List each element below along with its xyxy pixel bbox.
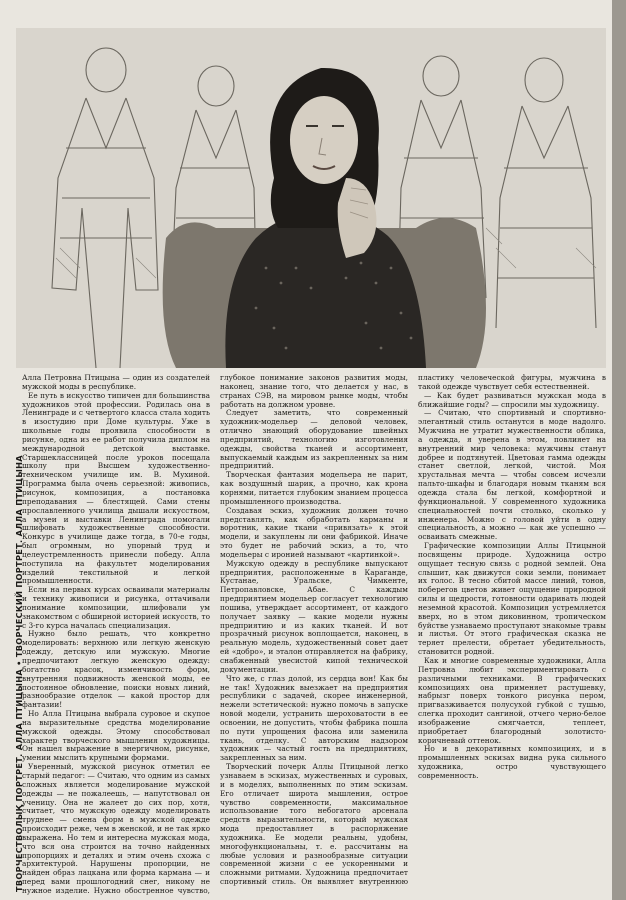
article-paragraph: Создавая эскиз, художник должен точно представлять, как обработать карманы и воротник, какие ткани «привязать» к этой модели, и закуплены ли они фабрикой. Иначе это будет не рабочий эскиз, а то, что модельеры с иронией называют «картинкой».	[220, 505, 408, 559]
article-paragraph: Мужскую одежду в республике выпускают предприятия, расположенные в Караганде, Кустанае, Уральске, Чимкенте, Петропавловске, Абае. С каждым предприятием модельер согласует технологию пошива, утверждает ассортимент, от каждого получает заявку — какие модели нужны предприятию и из каких тканей. И вот прозрачный рисунок воплощается, наконец, в реальную модель, художественный совет дает ей «добро», и эталон отправляется на фабрику, снабженный увесистой кипой технической документации.	[220, 558, 408, 674]
article-paragraph: Но и в декоративных композициях, и в промышленных эскизах видна рука сильного художника, остро чувствующего современность.	[418, 744, 606, 780]
article-paragraph: Если на первых курсах осваивали материалы и технику живописи и рисунка, оттачивали понимание композиции, шлифовали ум знакомством с обширной историей искусств, то с 3-го курса началась специализация.	[22, 585, 210, 630]
article-paragraph: — Как будет развиваться мужская мода в ближайшие годы? — спросили мы художницу.	[418, 390, 606, 409]
article-paragraph: Алла Петровна Птицына — один из создателей мужской моды в республике.	[22, 373, 210, 391]
article-paragraph: Творческий почерк Аллы Птицыной легко узнаваем в эскизах, мужественных и суровых, и в моделях, выполненных по этим эскизам. Его отличает широта мышления, острое чувство современности, максимальное использование того небогатого арсенала средств выразительности, который мужская мода предоставляет в распоряжение художника. Ее модели реальны, удобны, многофункциональны, т. е. рассчитаны на любые условия и разнообразные ситуации современной жизни с ее ускоренными и сложными ритмами. Художница предпочитает спортивный стиль. Он выявляет внутреннюю пластику человеческой фигуры, мужчина в такой одежде чувствует себя естественней.	[220, 373, 606, 887]
article-paragraph: Уверенный, мужской рисунок отметил ее старый педагог: — Считаю, что одним из самых сложных является моделирование мужской одежды — не пожалеешь, — напутствовал он ученицу. Она не жалеет до сих пор, хотя, считает, что мужскую одежду моделировать труднее — смена форм в мужской одежде происходит реже, чем в женской, и не так ярко выражена. Но тем и интересна мужская мода, что вся она строится на точно найденных пропорциях и деталях и этим очень схожа с архитектурой. Нарушены пропорции, не найден образ лацкана или форма кармана — и перед вами прошлогодний снег, никому не нужное изделие. Нужно обостренное чувство, глубокое понимание законов развития моды, наконец, знание того, что делается у нас, в странах СЭВ, на мировом рынке моды, чтобы работать на должном уровне.	[22, 373, 408, 895]
article-paragraph: Ее путь в искусство типичен для большинства художников этой профессии. Родилась она в Ленинграде и с четвертого класса стала ходить в изостудию при Доме культуры. Уже в школьные годы проявила способности в рисунке, одна из ее работ получила диплом на международной детской выставке. Старшеклассницей после уроков посещала школу при Высшем художественно-техническом училище им. В. Мухиной. Программа была очень серьезной: живопись, рисунок, композиция, а постановка преподавания — блестящей. Сами стены прославленного училища дышали искусством, а музеи и выставки Ленинграда помогали шлифовать художественные способности. Конкурс в училище даже тогда, в 70-е годы, был огромным, но упорный труд и целеустремленность принесли победу. Алла поступила на факультет моделирования изделий текстильной и легкой промышленности.	[22, 390, 210, 586]
article-paragraph: — Считаю, что спортивный и спортивно-элегантный стиль останутся в моде надолго. Мужчина не утратит мужественности облика, а одежда, я уверена в этом, повлияет на внутренний мир человека: мужчины станут добрее и подтянутей. Цветовая гамма одежды станет светлой, легкой, чистой. Моя хрустальная мечта — чтобы совсем исчезли пальто-шкафы и благодаря новым тканям вся одежда стала бы легкой, комфортной и функциональной. У современного художника специальностей почти столько, сколько у инженера. Можно с головой уйти в одну специальность, а можно — как же успешно — осваивать смежные.	[418, 408, 606, 542]
article-paragraph: Нужно было решать, что конкретно моделировать: верхнюю или легкую женскую одежду, детскую или мужскую. Многие предпочитают легкую женскую одежду: богатство красок, изменчивость форм, внутренняя подвижность женской моды, ее постоянное обновление, поиски новых линий, разнообразие отделок — какой простор для фантазии!	[22, 629, 210, 710]
side-caption	[0, 30, 24, 892]
portrait-photo	[16, 28, 606, 368]
article-paragraph: Как и многие современные художники, Алла Петровна любит экспериментировать с различными техниками. В графических композициях она применяет растушевку, набрызг поверх тонкого рисунка пером, пригвазживается полусухой губкой с тушью, слегка проходит сангиной, отчего черно-белое изображение смягчается, теплеет, приобретает благородный золотисто-коричневый оттенок.	[418, 656, 606, 745]
article-paragraph: Следует заметить, что современный художник-модельер — деловой человек, отлично знающий оборудование швейных предприятий, технологию изготовления одежды, свойства тканей и ассортимент, выпускаемый каждым из закрепленных за ним предприятий.	[220, 408, 408, 471]
article-text	[22, 374, 606, 896]
article-paragraph: Графические композиции Аллы Птицыной посвящены природе. Художница остро ощущает тесную связь с родной землей. Она слышит, как движутся соки земли, понимает их голос. В тесно сбитой массе линий, тонов, поберегов цветов живет ощущение природной силы и щедрости, готовности одаривать людей неземной красотой. Композиция устремляется вверх, но в этом диковинном, тропическом буйстве узнаваемо проступают знакомые травы и листья. От этого графическая сказка не теряет прелести, обретает убедительность, становится родной.	[418, 541, 606, 657]
article-paragraph: Но Алла Птицына выбрала суровое и скупое на выразительные средства моделирование мужской одежды. Этому способствовал характер творческого мышления художницы. Он нашел выражение в энергичном, рисунке, умении мыслить крупными формами.	[22, 709, 210, 763]
article-paragraph: Что же, с глаз долой, из сердца вон! Как бы не так! Художник выезжает на предприятия республики с задачей, скорее инженерной, нежели эстетической: нужно помочь в запуске новой модели, устранить шероховатости в ее освоении, не допустить, чтобы фабрика пошла по пути упрощения фасона или заменила ткань, отделку. С авторским надзором художник — частый гость на предприятиях, закрепленных за ним.	[220, 673, 408, 763]
page-edge	[612, 0, 626, 900]
article-paragraph: Творческая фантазия модельера не парит, как воздушный шарик, а прочно, как крона корнями, питается глубоким знанием процесса промышленного производства.	[220, 470, 408, 506]
portrait-face	[290, 96, 358, 184]
side-caption-text: ТВОРЧЕСТВОЛЫҚ ПОРТРЕТ. АЛЛА ПТИЦЫНА • ТВОРЧЕСКИЙ ПОРТРЕТ. АЛЛА ПТИЦЫНА	[14, 455, 24, 892]
